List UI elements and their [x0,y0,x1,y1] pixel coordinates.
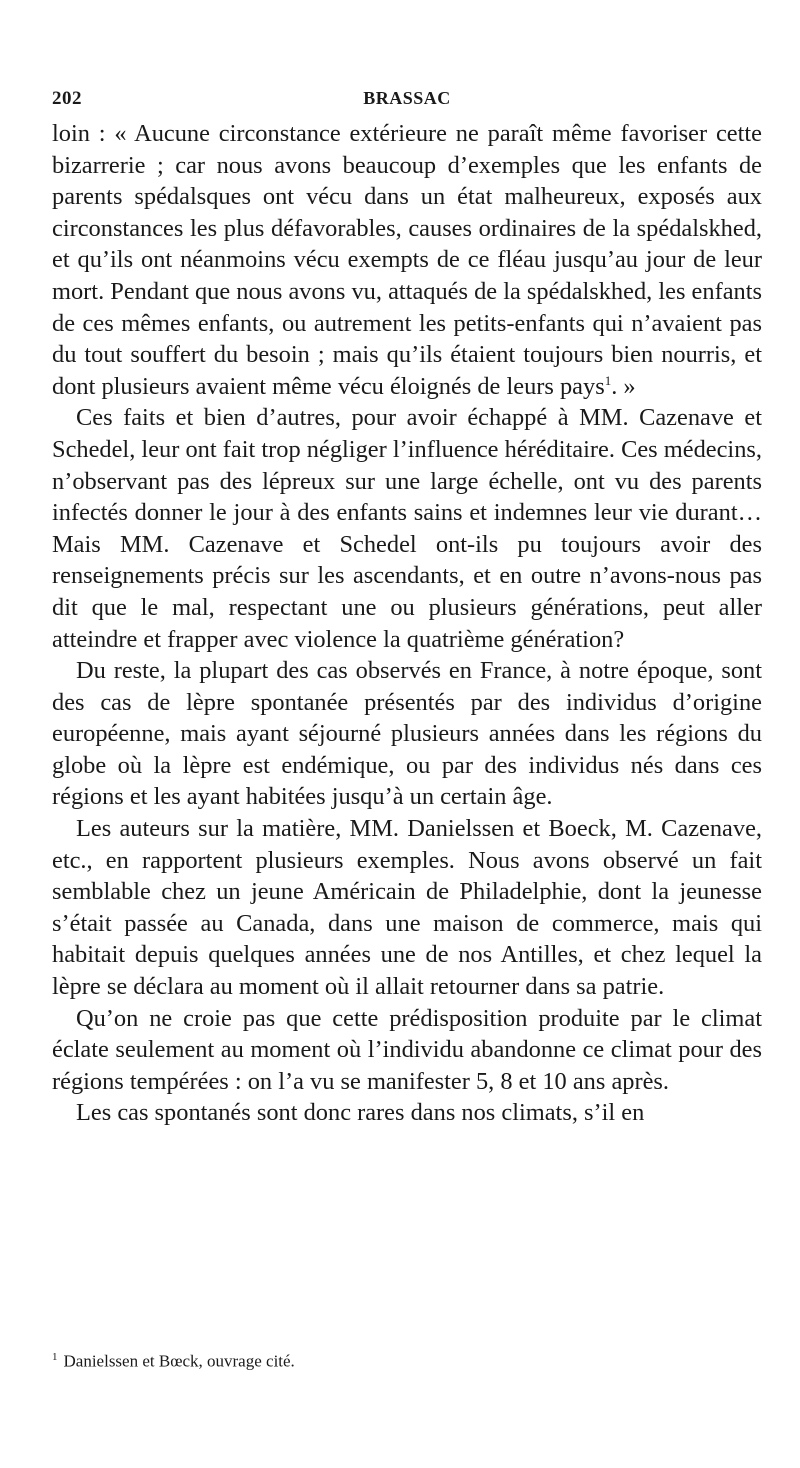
running-head [52,88,762,118]
footnote [52,1346,762,1373]
paragraph-1 [52,118,762,402]
footnote-mark: 1 [52,1351,58,1363]
paragraph-1-text: loin : « Aucune circonstance extérieure ne paraît même favoriser cette bizarrerie ; car nous avons beaucoup d’exemples que les enfants de parents spédalsques ont vécu dans un état malheureux, exposés aux circonstances les plus défavorables, causes ordinaires de la spédalskhed, et qu’ils ont néanmoins vécu exempts de ce fléau jusqu’au jour de leur mort. Pendant que nous avons vu, attaqués de la spédalskhed, les enfants de ces mêmes enfants, ou autrement les petits-enfants qui n’avaient pas du tout souffert du besoin ; mais qu’ils étaient toujours bien nourris, et dont plusieurs avaient même vécu éloignés de leurs pays [52,120,762,400]
body-text [52,118,762,1129]
paragraph-4: Les auteurs sur la matière, MM. Danielssen et Boeck, M. Cazenave, etc., en rapportent plusieurs exemples. Nous avons observé un fait semblable chez un jeune Américain de Philadelphie, dont la jeunesse s’était passée au Canada, dans une maison de commerce, mais qui habitait depuis quelques années une de nos Antilles, et chez lequel la lèpre se déclara au moment où il allait retourner dans sa patrie. [52,815,762,1001]
footnote-reference: 1 [604,372,612,388]
paragraph-6: Les cas spontanés sont donc rares dans nos climats, s’il en [76,1099,645,1127]
paragraph-5: Qu’on ne croie pas que cette prédisposition produite par le climat éclate seulement au moment où l’individu abandonne ce climat pour des régions tempérées : on l’a vu se manifester 5, 8 et 10 ans après. [52,1004,762,1095]
paragraph-2: Ces faits et bien d’autres, pour avoir échappé à MM. Cazenave et Schedel, leur ont fait trop négliger l’influence héréditaire. Ces médecins, n’observant pas des lépreux sur une large échelle, ont vu des parents infectés donner le jour à des enfants sains et indemnes leur vie durant… Mais MM. Cazenave et Schedel ont-ils pu toujours avoir des renseignements précis sur les ascendants, et en outre n’avons-nous pas dit que le mal, respectant une ou plusieurs générations, peut aller atteindre et frapper avec violence la quatrième génération? [52,404,762,653]
page-number: 202 [52,88,82,109]
running-title: BRASSAC [363,88,451,108]
footnote-text: Danielssen et Bœck, ouvrage cité. [63,1351,295,1371]
page [52,88,762,1129]
paragraph-1-tail: . » [611,372,636,400]
paragraph-3: Du reste, la plupart des cas observés en France, à notre époque, sont des cas de lèpre spontanée présentés par des individus d’origine européenne, mais ayant séjourné plusieurs années dans les régions du globe où la lèpre est endémique, ou par des individus nés dans ces régions et les ayant habitées jusqu’à un certain âge. [52,657,762,811]
